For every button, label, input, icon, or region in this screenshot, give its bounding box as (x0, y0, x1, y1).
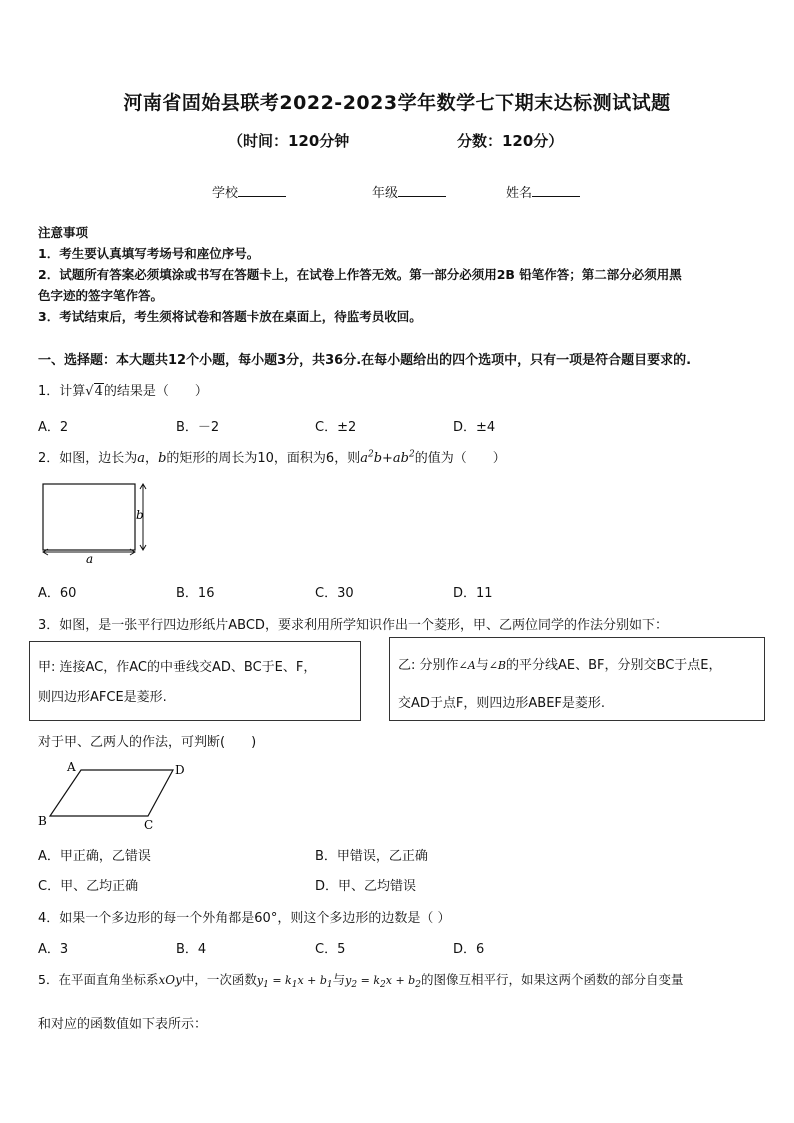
q2-var-a: a (137, 451, 146, 466)
vertex-b: B (38, 814, 47, 828)
question-2 (38, 447, 506, 466)
name-blank (532, 184, 580, 197)
q1-option-b: B．－2 (176, 420, 220, 435)
vertex-d: D (175, 763, 185, 777)
q1-option-d: D．±4 (453, 420, 496, 435)
vertex-c: C (144, 818, 154, 832)
yi-line-1 (398, 654, 722, 673)
notice-item: 2．试题所有答案必须填涂或书写在答题卡上，在试卷上作答无效。第一部分必须用2B 铅笔作答；第二部分必须用黑 (38, 267, 682, 282)
q4-option-a: A．3 (38, 942, 69, 957)
q2-option-d: D．11 (453, 586, 493, 601)
notice-heading: 注意事项 (38, 225, 89, 240)
notice-item: 色字迹的签字笔作答。 (38, 288, 164, 303)
label-a: a (86, 552, 94, 566)
name-field (506, 182, 580, 201)
question-1 (38, 380, 208, 399)
q5-function-1: $y_1 = k_1x + b_1$ (256, 974, 333, 991)
q2-text-c: 的值为（ ） (414, 451, 506, 466)
q2-var-b: b (158, 451, 167, 466)
q3-option-b: B．甲错误，乙正确 (315, 849, 428, 864)
q1-option-a: A．2 (38, 420, 69, 435)
parallelogram (50, 770, 173, 816)
q2-text-b: 的矩形的周长为10，面积为6，则 (166, 451, 361, 466)
method-box-yi (389, 637, 765, 721)
q1-option-c: C．±2 (315, 420, 357, 435)
jia-line-1: 甲: 连接AC，作AC的中垂线交AD、BC于E、F， (38, 660, 317, 675)
q1-radicand: 4 (94, 384, 103, 399)
vertex-a: A (67, 760, 76, 774)
notice-item: 3．考试结束后，考生须将试卷和答题卡放在桌面上，待监考员收回。 (38, 309, 422, 324)
question-5 (38, 970, 683, 990)
q5-text-d: 的图像互相平行，如果这两个函数的部分自变量 (420, 972, 684, 987)
q2-option-c: C．30 (315, 586, 354, 601)
name-label: 姓名 (506, 186, 533, 201)
q5-function-2: $y_2 = k_2x + b_2$ (345, 974, 421, 991)
q5-text-b: 中，一次函数 (181, 972, 257, 987)
q2-option-b: B．16 (176, 586, 215, 601)
school-field (212, 182, 286, 201)
q5-text-a: 5．在平面直角坐标系 (38, 972, 159, 987)
q1-suffix: 的结果是（ ） (103, 384, 208, 399)
q5-xoy: xOy (158, 973, 182, 987)
label-b: b (136, 508, 144, 522)
question-3: 3．如图，是一张平行四边形纸片ABCD，要求利用所学知识作出一个菱形，甲、乙两位同学的作法分别如下： (38, 618, 668, 633)
page-title: 河南省固始县联考2022-2023学年数学七下期末达标测试试题 (123, 92, 671, 114)
q4-option-d: D．6 (453, 942, 485, 957)
exam-time: （时间：120分钟 (228, 132, 350, 150)
jia-line-2: 则四边形AFCE是菱形. (38, 690, 167, 705)
q2-sep: ， (145, 451, 159, 466)
yi-angle-a: ∠A (458, 659, 476, 672)
yi-text-a: 乙: 分别作 (398, 658, 459, 673)
grade-blank (398, 184, 446, 197)
q2-expression: $a^2b+ab^2$ (360, 449, 415, 466)
school-label: 学校 (212, 186, 239, 201)
grade-field (372, 182, 446, 201)
q4-option-c: C．5 (315, 942, 346, 957)
question-4: 4．如果一个多边形的每一个外角都是60°，则这个多边形的边数是（ ） (38, 911, 451, 926)
yi-and: 与 (475, 658, 489, 673)
q5-text-c: 与 (332, 972, 346, 987)
q3-option-d: D．甲、乙均错误 (315, 879, 417, 894)
school-blank (238, 184, 286, 197)
yi-angle-b: ∠B (488, 659, 507, 672)
rectangle (43, 484, 135, 550)
q3-option-c: C．甲、乙均正确 (38, 879, 139, 894)
q5-line-2: 和对应的函数值如下表所示： (38, 1017, 208, 1032)
notice-item: 1．考生要认真填写考场号和座位序号。 (38, 246, 260, 261)
q4-option-b: B．4 (176, 942, 207, 957)
grade-label: 年级 (372, 186, 399, 201)
q1-prefix: 1．计算 (38, 384, 86, 399)
exam-score: 分数：120分） (457, 132, 564, 150)
yi-line-2: 交AD于点F，则四边形ABEF是菱形. (398, 696, 606, 711)
sqrt-symbol: √ (85, 384, 94, 399)
yi-text-b: 的平分线AE、BF，分别交BC于点E， (506, 658, 722, 673)
rectangle-figure (36, 478, 156, 568)
q2-text-a: 2．如图，边长为 (38, 451, 138, 466)
section-heading: 一、选择题：本大题共12个小题，每小题3分，共36分.在每小题给出的四个选项中，只有一项是符合题目要求的. (38, 353, 692, 368)
q3-judge: 对于甲、乙两人的作法，可判断( ) (38, 735, 257, 750)
parallelogram-figure (36, 756, 196, 834)
q3-option-a: A．甲正确，乙错误 (38, 849, 151, 864)
q2-option-a: A．60 (38, 586, 77, 601)
method-box-jia (29, 641, 361, 721)
